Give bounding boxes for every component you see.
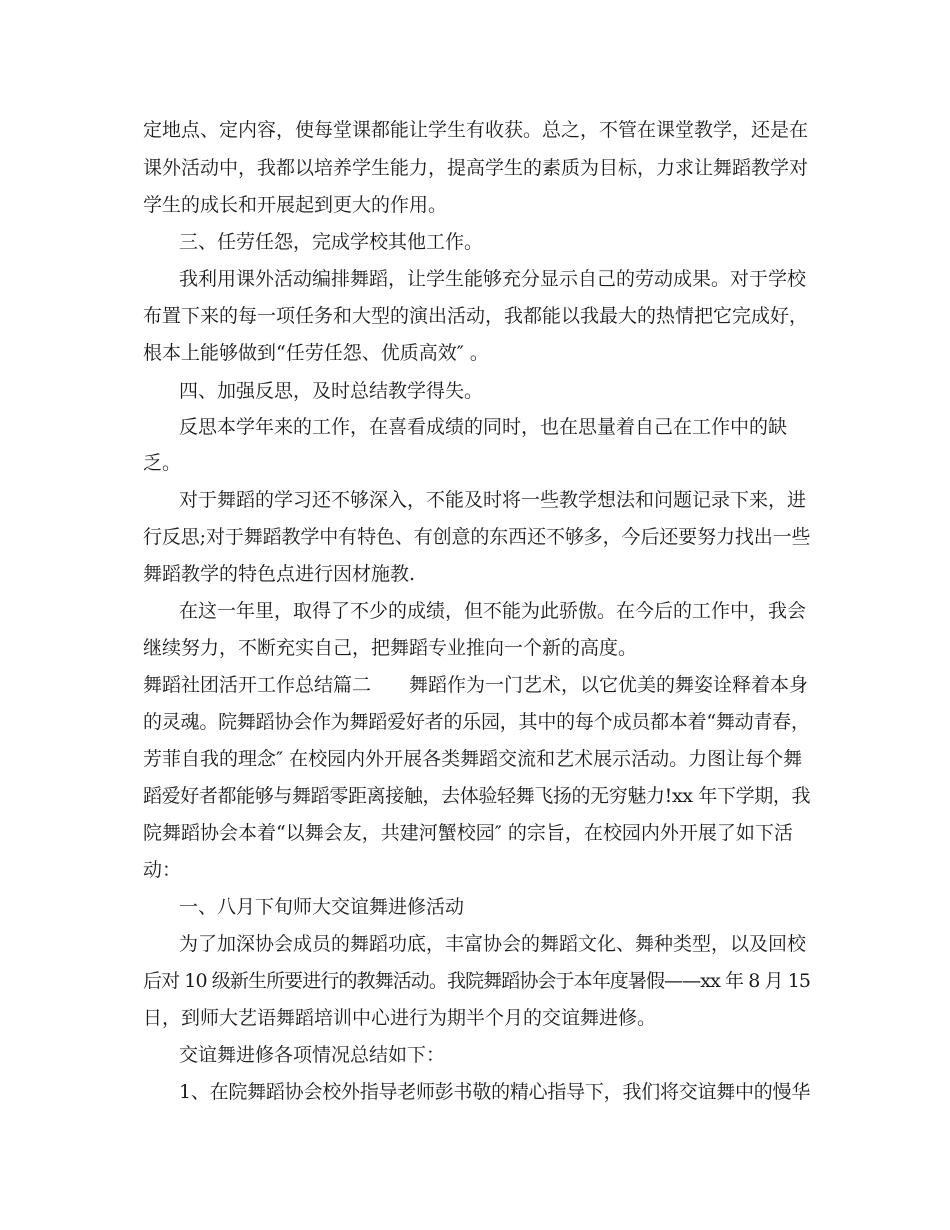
section-heading: 四、加强反思，及时总结教学得失。 bbox=[179, 380, 484, 402]
text-line: 行反思;对于舞蹈教学中有特色、有创意的东西还不够多，今后还要努力找出一些 bbox=[143, 526, 811, 548]
text-line: 为了加深协会成员的舞蹈功底，丰富协会的舞蹈文化、舞种类型，以及回校 bbox=[179, 933, 807, 955]
text-line: 定地点、定内容，使每堂课都能让学生有收获。总之，不管在课堂教学，还是在 bbox=[143, 119, 809, 141]
text-line: 芳菲自我的理念″ 在校园内外开展各类舞蹈交流和艺术展示活动。力图让每个舞 bbox=[143, 748, 803, 770]
text-line: 舞蹈社团活开工作总结篇二 舞蹈作为一门艺术，以它优美的舞姿诠释着本身 bbox=[143, 674, 809, 696]
section-heading: 一、八月下旬师大交谊舞进修活动 bbox=[179, 896, 465, 918]
text-line: 继续努力，不断充实自己，把舞蹈专业推向一个新的高度。 bbox=[143, 637, 638, 659]
text-line: 1、在院舞蹈协会校外指导老师彭书敬的精心指导下，我们将交谊舞中的慢华 bbox=[179, 1081, 811, 1103]
text-line: 在这一年里，取得了不少的成绩，但不能为此骄傲。在今后的工作中，我会 bbox=[179, 600, 807, 622]
section-heading: 三、任劳任怨，完成学校其他工作。 bbox=[179, 231, 484, 253]
text-line: 动： bbox=[143, 859, 182, 881]
text-line: 的灵魂。院舞蹈协会作为舞蹈爱好者的乐园，其中的每个成员都本着“舞动青春， bbox=[143, 711, 810, 733]
text-line: 学生的成长和开展起到更大的作用。 bbox=[143, 194, 448, 216]
text-line: 对于舞蹈的学习还不够深入，不能及时将一些教学想法和问题记录下来，进 bbox=[179, 489, 807, 511]
text-line: 布置下来的每一项任务和大型的演出活动，我都能以我最大的热情把它完成好， bbox=[143, 305, 809, 327]
text-line: 反思本学年来的工作，在喜看成绩的同时，也在思量着自己在工作中的缺 bbox=[179, 416, 788, 438]
text-line: 乏。 bbox=[143, 452, 182, 474]
text-line: 日，到师大艺语舞蹈培训中心进行为期半个月的交谊舞进修。 bbox=[143, 1007, 657, 1029]
text-line: 交谊舞进修各项情况总结如下： bbox=[179, 1044, 446, 1066]
text-line: 蹈爱好者都能够与舞蹈零距离接触，去体验轻舞飞扬的无穷魅力!xx 年下学期，我 bbox=[143, 785, 811, 807]
text-line: 舞蹈教学的特色点进行因材施教. bbox=[143, 563, 416, 585]
text-line: 我利用课外活动编排舞蹈，让学生能够充分显示自己的劳动成果。对于学校 bbox=[179, 268, 807, 290]
text-line: 后对 10 级新生所要进行的教舞活动。我院舞蹈协会于本年度暑假——xx 年 8 月 15 bbox=[143, 970, 811, 992]
text-line: 院舞蹈协会本着“以舞会友，共建河蟹校园″ 的宗旨，在校园内外开展了如下活 bbox=[143, 822, 793, 844]
text-line: 根本上能够做到“任劳任怨、优质高效″ 。 bbox=[143, 342, 489, 364]
text-line: 课外活动中，我都以培养学生能力，提高学生的素质为目标，力求让舞蹈教学对 bbox=[143, 157, 809, 179]
